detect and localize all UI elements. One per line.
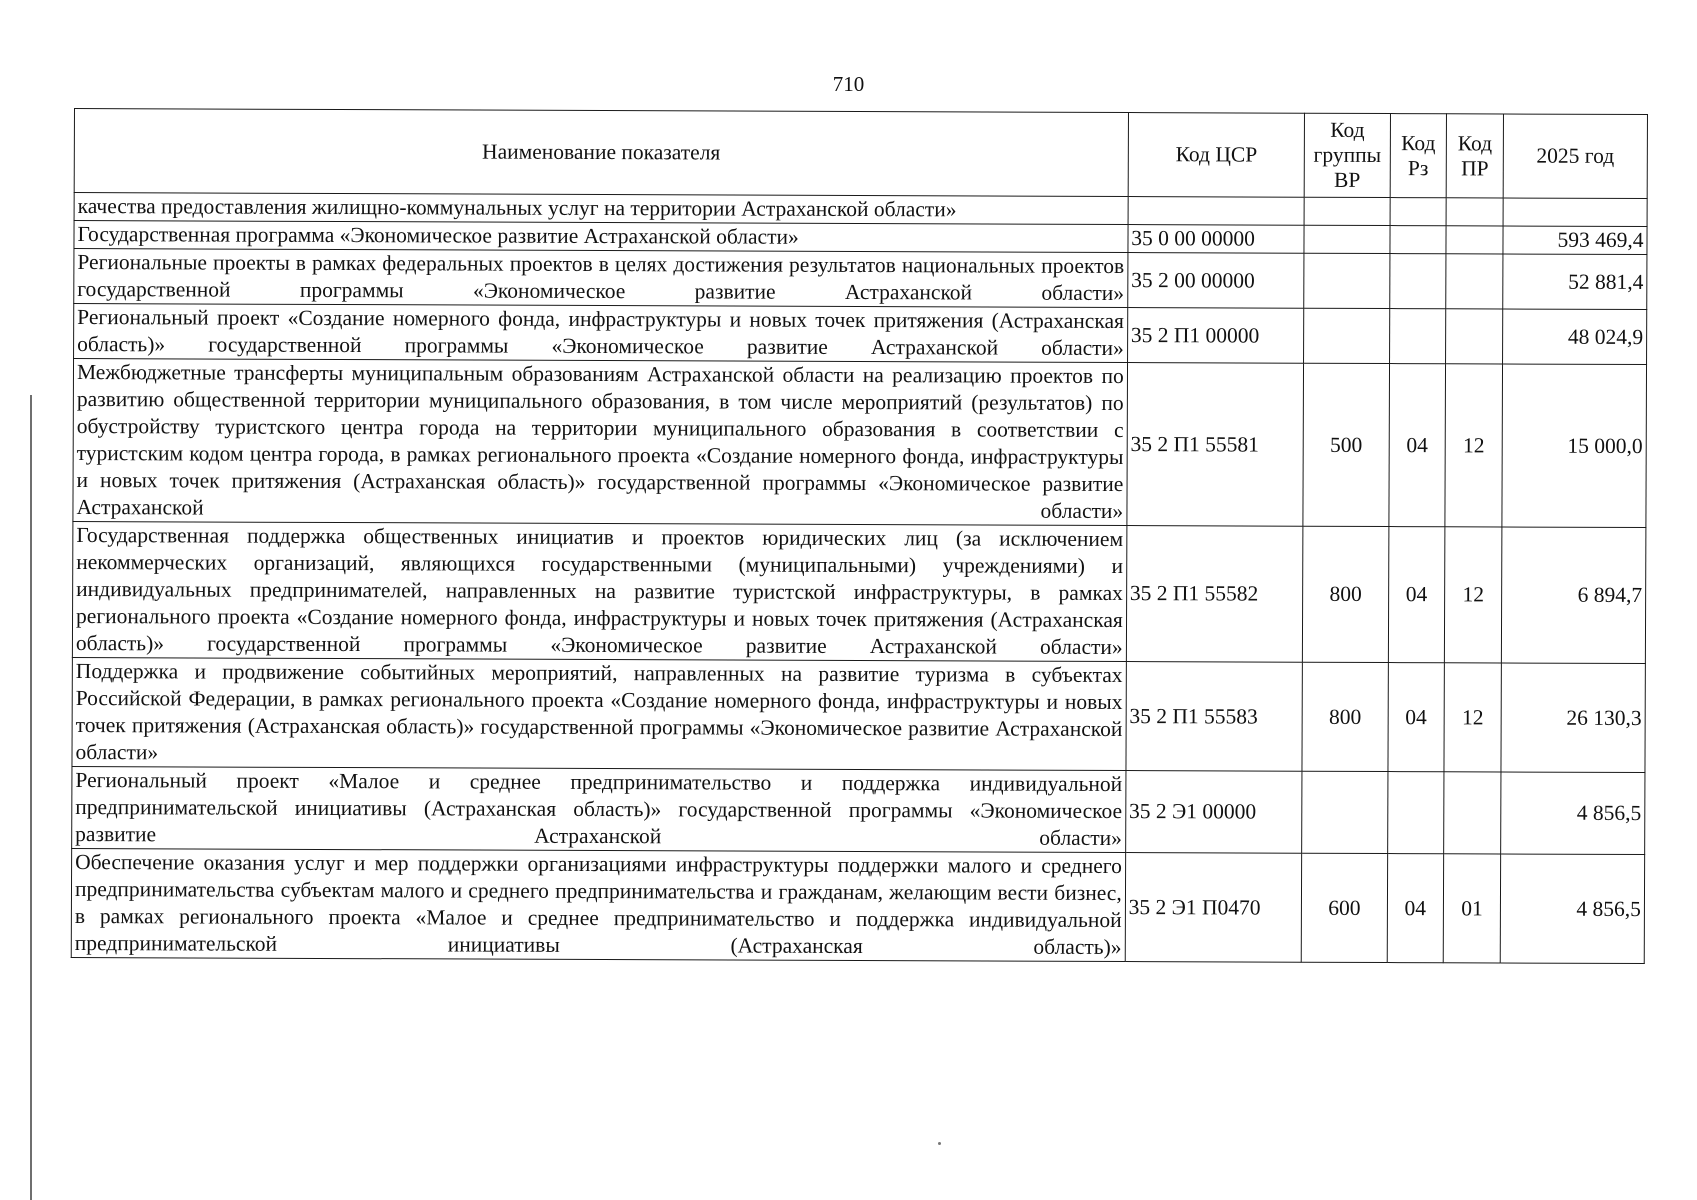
row-pr-code-cell: 01 xyxy=(1443,854,1500,963)
row-pr-code-cell xyxy=(1446,226,1503,254)
row-name-cell: Государственная поддержка общественных инициатив и проектов юридических лиц (за исключением некоммерческих организаций, являющихся государственными (муниципальными) учреждениями) и индивидуальных предпринимателей, направленных на развитие туристской инфраструктуры, в рамках регионального проекта «Создание номерного фонда, инфраструктуры и новых точек притяжения (Астраханская область)» государственной программы «Экономическое развитие Астраханской области» xyxy=(72,521,1126,661)
row-csr-code-cell: 35 2 П1 55583 xyxy=(1126,662,1303,772)
row-pr-code-cell: 12 xyxy=(1445,364,1502,527)
row-name-cell: Обеспечение оказания услуг и мер поддержки организациями инфраструктуры поддержки малого и среднего предпринимательства субъектам малого и среднего предпринимательства и гражданам, желающим вести бизнес, в рамках регионального проекта «Малое и среднее предпринимательство и поддержка индивидуальной предпринимательской инициативы (Астраханская область)» xyxy=(71,848,1125,961)
header-year: 2025 год xyxy=(1503,114,1647,199)
row-rz-code-cell xyxy=(1387,772,1444,854)
row-pr-code-cell: 12 xyxy=(1445,527,1502,663)
row-amount-cell: 593 469,4 xyxy=(1503,226,1647,255)
row-vr-code-cell xyxy=(1304,225,1389,253)
header-name: Наименование показателя xyxy=(74,109,1128,197)
table-row xyxy=(74,304,1647,365)
row-pr-code-cell xyxy=(1444,772,1501,854)
row-name-cell: Региональный проект «Создание номерного фонда, инфраструктуры и новых точек притяжения (Астраханская область)» государственной программы «Экономическое развитие Астраханской области» xyxy=(74,304,1128,363)
scan-speck xyxy=(938,1142,941,1145)
row-pr-code-cell xyxy=(1446,254,1503,309)
row-name-cell: Региональные проекты в рамках федеральных проектов в целях достижения результатов национальных проектов государственной программы «Экономическое развитие Астраханской области» xyxy=(74,249,1128,308)
row-vr-code-cell xyxy=(1304,308,1389,363)
page-number: 710 xyxy=(832,72,865,96)
row-name-cell: Региональный проект «Малое и среднее предпринимательство и поддержка индивидуальной предпринимательской инициативы (Астраханская область)» государственной программы «Экономическое развитие Астраханской области» xyxy=(72,766,1126,852)
table-row xyxy=(73,359,1647,528)
row-vr-code-cell: 600 xyxy=(1302,853,1387,962)
row-rz-code-cell: 04 xyxy=(1388,527,1445,663)
row-pr-code-cell xyxy=(1446,198,1503,226)
header-csr-code: Код ЦСР xyxy=(1128,113,1305,198)
row-csr-code-cell: 35 2 П1 55582 xyxy=(1126,526,1303,663)
row-csr-code-cell: 35 2 Э1 П0470 xyxy=(1125,853,1302,963)
row-rz-code-cell xyxy=(1390,198,1447,226)
row-rz-code-cell: 04 xyxy=(1387,854,1444,963)
header-pr-code: Код ПР xyxy=(1446,114,1503,198)
row-csr-code-cell: 35 2 00 00000 xyxy=(1127,253,1304,309)
row-name-cell: качества предоставления жилищно-коммунальных услуг на территории Астраханской области» xyxy=(74,193,1128,225)
budget-table xyxy=(71,108,1648,964)
row-csr-code-cell: 35 2 П1 00000 xyxy=(1127,308,1304,364)
row-csr-code-cell: 35 2 Э1 00000 xyxy=(1125,771,1302,854)
row-name-cell: Поддержка и продвижение событийных мероприятий, направленных на развитие туризма в субъектах Российской Федерации, в рамках регионального проекта «Создание номерного фонда, инфраструктуры и новых точек притяжения (Астраханская область)» государственной программы «Экономическое развитие Астраханской области» xyxy=(72,657,1126,770)
table-row xyxy=(71,848,1644,963)
row-vr-code-cell xyxy=(1305,197,1390,225)
header-vr-code: Код группы ВР xyxy=(1305,113,1390,197)
table-row xyxy=(74,249,1647,310)
row-amount-cell: 26 130,3 xyxy=(1501,663,1645,773)
row-pr-code-cell xyxy=(1446,309,1503,364)
table-row xyxy=(72,766,1645,854)
row-rz-code-cell xyxy=(1389,309,1446,364)
row-rz-code-cell: 04 xyxy=(1388,364,1445,527)
row-pr-code-cell: 12 xyxy=(1444,663,1501,772)
table-row xyxy=(72,521,1646,663)
row-amount-cell: 48 024,9 xyxy=(1502,309,1646,365)
table-header-row xyxy=(74,109,1647,199)
row-name-cell: Межбюджетные трансферты муниципальным образованиям Астраханской области на реализацию проектов по развитию общественной территории муниципального образования, в том числе мероприятий (результатов) по обустройству туристского центра города на территории муниципального образования в соответствии с туристским кодом центра города, в рамках регионального проекта «Создание номерного фонда, инфраструктуры и новых точек притяжения (Астраханская область)» государственной программы «Экономическое развитие Астраханской области» xyxy=(73,359,1127,526)
row-vr-code-cell: 500 xyxy=(1303,363,1389,526)
row-rz-code-cell: 04 xyxy=(1387,663,1444,772)
row-vr-code-cell: 800 xyxy=(1302,662,1387,771)
row-vr-code-cell xyxy=(1304,253,1389,308)
row-amount-cell: 4 856,5 xyxy=(1500,854,1644,964)
row-amount-cell: 52 881,4 xyxy=(1503,254,1647,310)
row-amount-cell: 15 000,0 xyxy=(1502,364,1647,528)
row-amount-cell xyxy=(1503,198,1647,227)
scan-edge-line xyxy=(30,395,32,1200)
table-body xyxy=(71,193,1647,964)
row-amount-cell: 6 894,7 xyxy=(1501,527,1646,664)
row-vr-code-cell: 800 xyxy=(1303,526,1389,662)
row-csr-code-cell: 35 0 00 00000 xyxy=(1128,225,1305,254)
row-csr-code-cell xyxy=(1128,197,1305,226)
header-rz-code: Код Рз xyxy=(1390,114,1447,198)
row-rz-code-cell xyxy=(1389,254,1446,309)
row-csr-code-cell: 35 2 П1 55581 xyxy=(1127,363,1304,527)
row-name-cell: Государственная программа «Экономическое развитие Астраханской области» xyxy=(74,221,1128,253)
table-row xyxy=(72,657,1645,772)
row-amount-cell: 4 856,5 xyxy=(1501,772,1645,855)
row-rz-code-cell xyxy=(1389,226,1446,254)
row-vr-code-cell xyxy=(1302,771,1387,853)
